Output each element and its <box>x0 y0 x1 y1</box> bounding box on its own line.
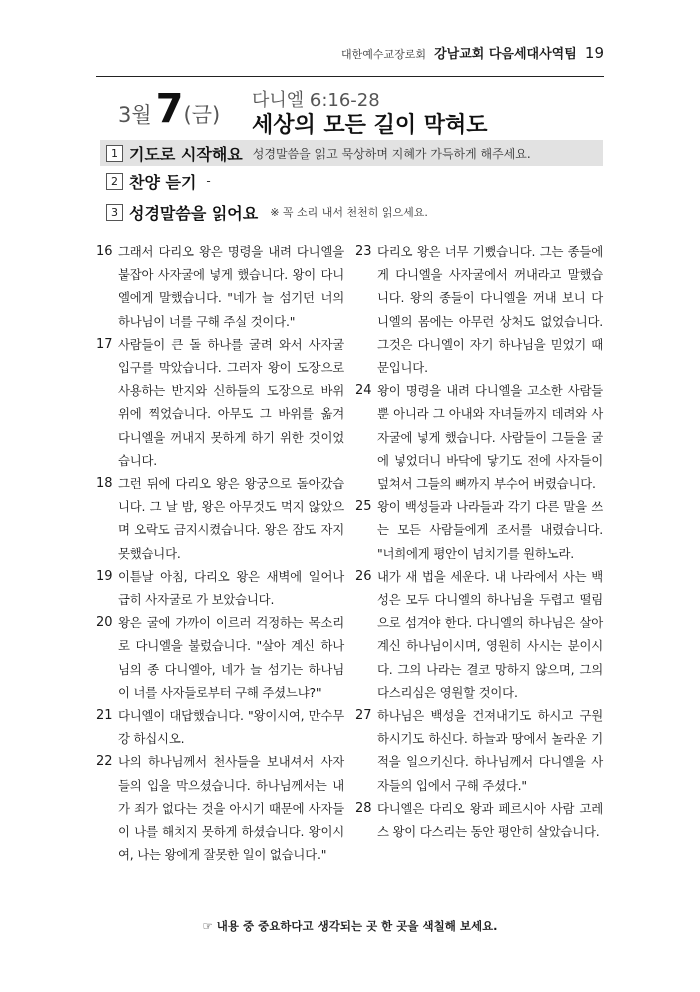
verse-text: 사람들이 큰 돌 하나를 굴려 와서 사자굴 입구를 막았습니다. 그러자 왕이 도장으로 사용하는 반지와 신하들의 도장으로 바위 위에 찍었습니다. 아무도 그 바위를 옮겨 다니엘을 꺼내지 못하게 하기 위한 것이었습니다. <box>118 336 344 468</box>
date-block <box>118 86 220 136</box>
verse-number: 19 <box>96 568 113 584</box>
verse <box>96 333 344 472</box>
verse-number: 17 <box>96 336 113 352</box>
verse-number: 23 <box>355 244 372 259</box>
verse-number: 27 <box>355 708 372 724</box>
step-read <box>100 199 428 225</box>
verse-text: 그런 뒤에 다리오 왕은 왕궁으로 돌아갔습니다. 그 날 밤, 왕은 아무것도 먹지 않았으며 오락도 금지시켰습니다. 왕은 잠도 자지 못했습니다. <box>118 476 344 561</box>
verse-text: 왕이 명령을 내려 다니엘을 고소한 사람들뿐 아니라 그 아내와 자녀들까지 데려와 사자굴에 넣게 했습니다. 사람들이 그들을 굴에 넣었더니 바닥에 닿기도 전에 사자들이 덮쳐서 그들의 뼈까지 부수어 버렸습니다. <box>377 383 603 492</box>
step-pray <box>100 140 603 166</box>
header-org: 대한예수교장로회 <box>340 48 426 61</box>
verse-text: 다니엘은 다리오 왕과 페르시아 사람 고레스 왕이 다스리는 동안 평안히 살았습니다. <box>377 800 603 840</box>
step-description: 성경말씀을 읽고 묵상하며 지혜가 가득하게 해주세요. <box>252 146 531 161</box>
verse <box>96 240 344 333</box>
date-day: 7 <box>155 86 184 132</box>
verse <box>96 565 344 611</box>
footer-instruction <box>0 918 700 934</box>
verse <box>355 704 603 797</box>
verse-number: 22 <box>96 754 113 770</box>
verses-right-column <box>355 240 603 843</box>
verse-number: 21 <box>96 708 113 724</box>
verse-text: 왕은 굴에 가까이 이르러 걱정하는 목소리로 다니엘을 불렀습니다. "살아 계신 하나님의 종 다니엘아, 네가 늘 섬기는 하나님이 너를 사자들로부터 구해 주셨느냐?" <box>118 615 344 700</box>
step-number-box: 1 <box>106 145 123 162</box>
verse <box>355 240 603 379</box>
step-praise <box>100 168 211 194</box>
verse-number: 20 <box>96 615 113 631</box>
verse <box>96 750 344 866</box>
page-title: 세상의 모든 길이 막혀도 <box>252 113 488 138</box>
verse-text: 다리오 왕은 너무 기뻤습니다. 그는 종들에게 다니엘을 사자굴에서 꺼내라고 말했습니다. 왕의 종들이 다니엘을 꺼내 보니 다니엘의 몸에는 아무런 상처도 없었습니다. 그것은 다니엘이 자기 하나님을 믿었기 때문입니다. <box>377 244 603 376</box>
verse-text: 다니엘이 대답했습니다. "왕이시여, 만수무강 하십시오. <box>118 708 344 747</box>
step-note: ※ 꼭 소리 내서 천천히 읽으세요. <box>270 206 428 219</box>
verse <box>355 495 603 565</box>
verse-number: 25 <box>355 499 372 515</box>
step-number-box: 2 <box>106 173 123 190</box>
verse-text: 이튿날 아침, 다리오 왕은 새벽에 일어나 급히 사자굴로 가 보았습니다. <box>118 568 344 608</box>
verse <box>355 797 603 843</box>
step-label: 성경말씀을 읽어요 <box>129 203 259 223</box>
verse <box>355 565 603 704</box>
scripture-reference: 다니엘 6:16-28 <box>252 90 380 111</box>
verse-number: 16 <box>96 244 113 259</box>
verse <box>96 704 344 750</box>
footer-text: 내용 중 중요하다고 생각되는 곳 한 곳을 색칠해 보세요. <box>216 919 498 933</box>
page-number: 19 <box>584 44 604 62</box>
verse-text: 왕이 백성들과 나라들과 각기 다른 말을 쓰는 모든 사람들에게 조서를 내렸습니다. "너희에게 평안이 넘치기를 원하노라. <box>377 499 603 561</box>
verse <box>355 379 603 495</box>
page-header <box>96 30 604 77</box>
pointing-hand-icon: ☞ <box>202 919 213 933</box>
verse-text: 그래서 다리오 왕은 명령을 내려 다니엘을 붙잡아 사자굴에 넣게 했습니다. 왕이 다니엘에게 말했습니다. "네가 늘 섬기던 너의 하나님이 너를 구해 주실 것이다." <box>118 244 344 329</box>
date-weekday: (금) <box>183 103 221 127</box>
step-description: - <box>206 174 211 188</box>
verse-number: 24 <box>355 383 372 399</box>
header-church: 강남교회 다음세대사역팀 <box>434 47 577 62</box>
step-number-box: 3 <box>106 204 123 221</box>
verse <box>96 472 344 565</box>
step-label: 기도로 시작해요 <box>129 144 243 164</box>
verse-number: 28 <box>355 800 372 816</box>
verse-number: 26 <box>355 568 372 584</box>
verse-text: 내가 새 법을 세운다. 내 나라에서 사는 백성은 모두 다니엘의 하나님을 두렵고 떨림으로 섬겨야 한다. 다니엘의 하나님은 살아 계신 하나님이시며, 영원히 사시는 분이시다. 그의 나라는 결코 망하지 않으며, 그의 다스리심은 영원할 것이다. <box>377 568 603 700</box>
verse-number: 18 <box>96 476 113 492</box>
verse-text: 나의 하나님께서 천사들을 보내셔서 사자들의 입을 막으셨습니다. 하나님께서는 내가 죄가 없다는 것을 아시기 때문에 사자들이 나를 해치지 못하게 하셨습니다. 왕이시여, 나는 왕에게 잘못한 일이 없습니다." <box>118 754 344 863</box>
verse-text: 하나님은 백성을 건져내기도 하시고 구원하시기도 하신다. 하늘과 땅에서 놀라운 기적을 일으키신다. 하나님께서 다니엘을 사자들의 입에서 구해 주셨다." <box>377 708 603 793</box>
date-month: 3월 <box>118 103 152 127</box>
verses-left-column <box>96 240 344 866</box>
verse <box>96 611 344 704</box>
step-label: 찬양 듣기 <box>129 172 197 192</box>
